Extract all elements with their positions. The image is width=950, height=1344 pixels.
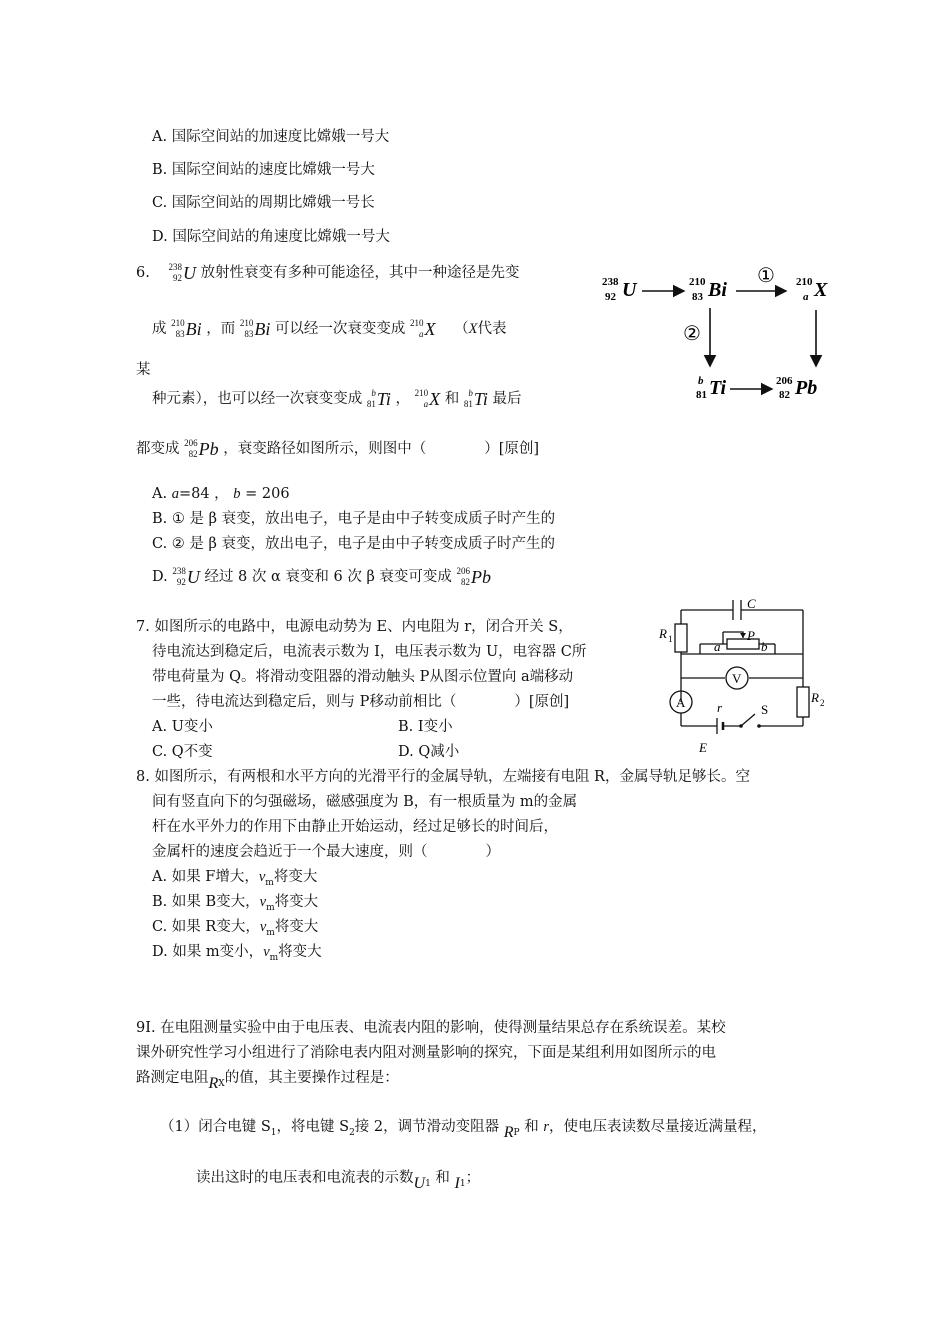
- q6-line-5: 都变成 206 82 Pb ，衰变路径如图所示，则图中（ ）[原创]: [136, 438, 540, 459]
- diagram-x-z: a: [803, 291, 809, 303]
- q8-option-a: A. 如果 F增大，$v_m$将变大: [152, 869, 318, 888]
- q8-option-d: D. 如果 m变小，$v_m$将变大: [152, 944, 322, 963]
- nuclide-u238: 238 92 U: [168, 262, 196, 283]
- q5-option-d: D. 国际空间站的角速度比嫦娥一号大: [152, 229, 390, 245]
- diagram-u-mass: 238: [602, 276, 619, 288]
- q9-line-3: 路测定电阻$R_X$的值，其主要操作过程是：: [136, 1070, 399, 1092]
- label-p: P: [747, 628, 755, 643]
- q6-line-2: 成 210 83 Bi ，而 210 83 Bi 可以经一次衰变变成 210 a X （X代表: [152, 318, 507, 339]
- nuclide-ti-b: b 81 Ti: [463, 388, 488, 409]
- diagram-ti-sym: Ti: [709, 377, 727, 399]
- q6-option-c: C. ② 是 β 衰变，放出电子，电子是由中子转变成质子时产生的: [152, 536, 556, 552]
- q6-option-a: A. a=84 ， b = 206: [152, 486, 290, 502]
- q8-line-1: 8. 如图所示，有两根和水平方向的光滑平行的金属导轨，左端接有电阻 R，金属导轨足够长。空: [136, 769, 750, 785]
- q8-option-c: C. 如果 R变大，$v_m$将变大: [152, 919, 319, 938]
- diagram-circle-2: ②: [683, 323, 701, 345]
- label-a-meter: A: [676, 695, 686, 710]
- label-r2-sub: 2: [820, 698, 825, 708]
- q7-line-2: 待电流达到稳定后，电流表示数为 I，电压表示数为 U，电容器 C所: [152, 644, 587, 660]
- label-c: C: [747, 596, 756, 611]
- diagram-ti-z: 81: [696, 389, 707, 401]
- label-a: a: [714, 639, 721, 654]
- q8-line-3: 杆在水平外力的作用下由静止开始运动，经过足够长的时间后，: [152, 819, 558, 835]
- q8-line-4: 金属杆的速度会趋近于一个最大速度，则（ ）: [152, 844, 500, 860]
- nuclide-pb206: 206 82 Pb: [184, 438, 219, 459]
- nuclide-x210: 210 a X: [410, 318, 436, 339]
- label-r2: R: [811, 690, 819, 705]
- diagram-pb-z: 82: [779, 389, 790, 401]
- label-b: b: [761, 639, 768, 654]
- q8-option-b: B. 如果 B变大，$v_m$将变大: [152, 894, 319, 913]
- label-e: E: [699, 740, 707, 755]
- q9-line-2: 课外研究性学习小组进行了消除电表内阻对测量影响的探究，下面是某组利用如图所示的电: [136, 1045, 716, 1061]
- q7-option-d: D. Q减小: [398, 744, 460, 760]
- label-r1: R: [659, 626, 667, 641]
- diagram-circle-1: ①: [757, 265, 775, 287]
- nuclide-bi210-b: 210 83 Bi: [239, 318, 271, 339]
- q6-line-3: 某: [136, 362, 151, 378]
- q6-number: 6.: [136, 265, 150, 281]
- diagram-bi-mass: 210: [689, 276, 706, 288]
- nuclide-u238-b: 238 92 U: [172, 566, 200, 587]
- label-v: V: [732, 671, 742, 686]
- q7-circuit-diagram: [655, 594, 830, 766]
- q7-option-a: A. U变小: [152, 719, 213, 735]
- q7-option-c: C. Q不变: [152, 744, 213, 760]
- diagram-bi-sym: Bi: [708, 279, 727, 301]
- q6-option-b: B. ① 是 β 衰变，放出电子，电子是由中子转变成质子时产生的: [152, 511, 556, 527]
- q7-line-1: 7. 如图所示的电路中，电源电动势为 E、内电阻为 r，闭合开关 S，: [136, 619, 573, 635]
- resistor-r2: [797, 687, 809, 717]
- diagram-u-sym: U: [622, 279, 637, 301]
- q6-option-d: D. 238 92 U 经过 8 次 α 衰变和 6 次 β 衰变可变成 206 82 Pb: [152, 566, 492, 587]
- q5-option-a: A. 国际空间站的加速度比嫦娥一号大: [152, 129, 390, 145]
- q9-line-1: 9Ⅰ. 在电阻测量实验中由于电压表、电流表内阻的影响，使得测量结果总存在系统误差。某校: [136, 1020, 726, 1036]
- q7-line-4: 一些，待电流达到稳定后，则与 P移动前相比（ ）[原创]: [152, 694, 570, 710]
- diagram-x-sym: X: [814, 279, 828, 301]
- diagram-u-z: 92: [605, 291, 616, 303]
- nuclide-x210-b: 210 a X: [414, 388, 441, 409]
- q5-option-b: B. 国际空间站的速度比嫦娥一号大: [152, 162, 375, 178]
- nuclide-bi210: 210 83 Bi: [171, 318, 202, 339]
- nuclide-pb206-b: 206 82 Pb: [456, 566, 492, 587]
- nuclide-ti: b 81 Ti: [366, 388, 391, 409]
- q8-line-2: 间有竖直向下的匀强磁场，磁感强度为 B，有一根质量为 m的金属: [152, 794, 578, 810]
- q9-step-1: （1）闭合电键 $S_1$，将电键 $S_2$接 2，调节滑动变阻器 $R_P$ 和 r，使电压表读数尽量接近满量程，: [160, 1119, 767, 1141]
- resistor-r1: [675, 624, 687, 652]
- diagram-pb-sym: Pb: [795, 377, 818, 399]
- q7-option-b: B. I变小: [398, 719, 453, 735]
- diagram-pb-mass: 206: [776, 375, 793, 387]
- q6-text-1: 放射性衰变有多种可能途径，其中一种途径是先变: [200, 265, 520, 281]
- q6-line-4: 种元素），也可以经一次衰变变成 b 81 Ti ， 210 a X 和 b 81 Ti 最后: [152, 388, 522, 409]
- q5-option-c: C. 国际空间站的周期比嫦娥一号长: [152, 195, 375, 211]
- label-r1-sub: 1: [668, 634, 673, 644]
- label-r: r: [717, 700, 723, 715]
- diagram-x-mass: 210: [796, 276, 813, 288]
- label-s: S: [761, 702, 769, 717]
- diagram-bi-z: 83: [692, 291, 703, 303]
- diagram-ti-mass: b: [698, 375, 704, 387]
- q7-line-3: 带电荷量为 Q。将滑动变阻器的滑动触头 P从图示位置向 a端移动: [152, 669, 574, 685]
- decay-path-diagram: [600, 258, 850, 408]
- q6-line-1: [136, 262, 520, 284]
- q9-step-1-cont: 读出这时的电压表和电流表的示数$U_1$ 和 $I_1$；: [196, 1170, 481, 1192]
